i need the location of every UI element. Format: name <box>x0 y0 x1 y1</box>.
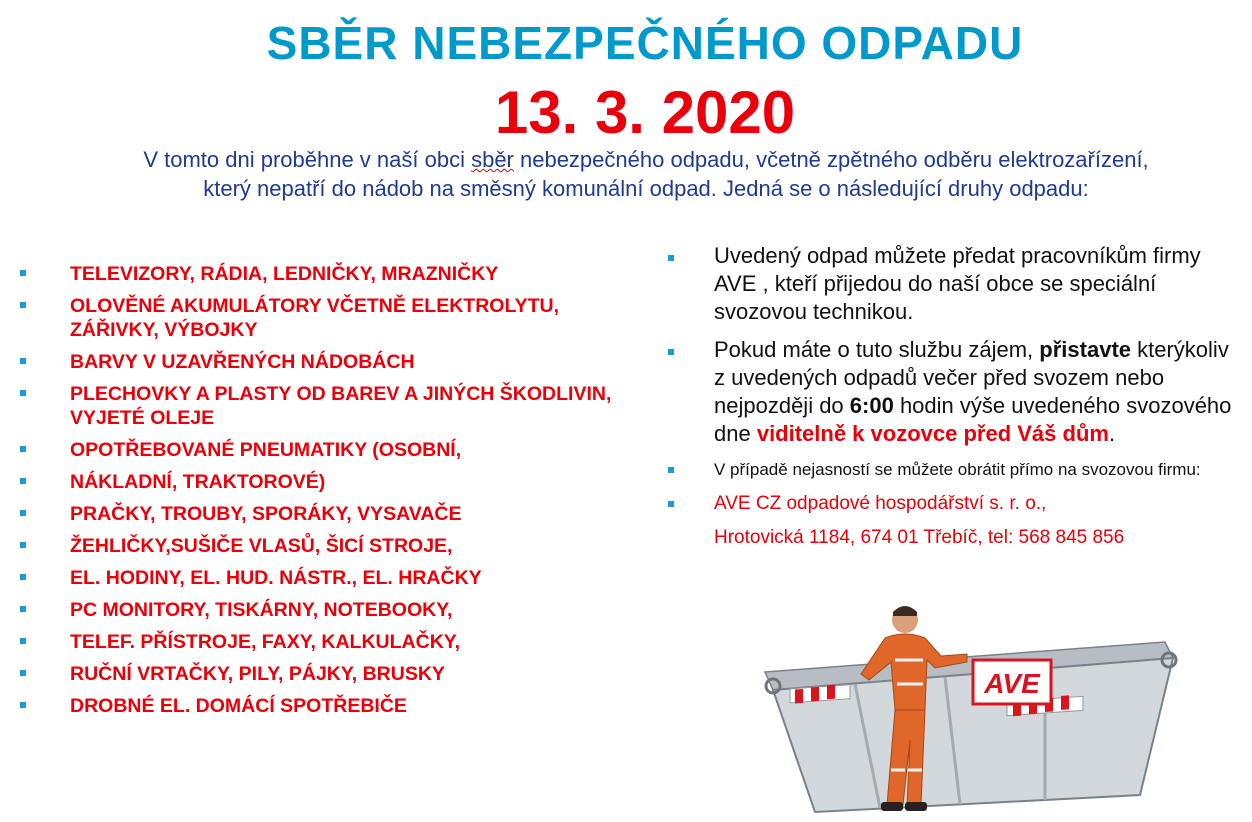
list-item: TELEVIZORY, RÁDIA, LEDNIČKY, MRAZNIČKY <box>20 262 640 286</box>
list-item: PC MONITORY, TISKÁRNY, NOTEBOOKY, <box>20 598 640 622</box>
list-item: TELEF. PŘÍSTROJE, FAXY, KALKULAČKY, <box>20 630 640 654</box>
square-bullet-icon <box>668 467 674 473</box>
square-bullet-icon <box>20 670 26 676</box>
square-bullet-icon <box>20 390 26 396</box>
list-item: OPOTŘEBOVANÉ PNEUMATIKY (OSOBNÍ, <box>20 438 640 462</box>
intro-line1-b: nebezpečného odpadu, včetně zpětného odběru elektrozařízení, <box>513 147 1149 172</box>
ave-logo <box>973 660 1051 704</box>
intro-sber-word: sběr <box>471 147 514 172</box>
list-item: PLECHOVKY A PLASTY OD BAREV A JINÝCH ŠKODLIVIN, VYJETÉ OLEJE <box>20 382 640 430</box>
intro-text <box>40 145 1252 203</box>
intro-line2: který nepatří do nádob na směsný komunální odpad. Jedná se o následující druhy odpadu: <box>203 176 1089 201</box>
list-item: OLOVĚNÉ AKUMULÁTORY VČETNĚ ELEKTROLYTU, ZÁŘIVKY, VÝBOJKY <box>20 294 640 342</box>
square-bullet-icon <box>20 702 26 708</box>
list-item: EL. HODINY, EL. HUD. NÁSTR., EL. HRAČKY <box>20 566 640 590</box>
square-bullet-icon <box>20 478 26 484</box>
square-bullet-icon <box>20 638 26 644</box>
instruction-handover: Uvedený odpad můžete předat pracovníkům firmy AVE , kteří přijedou do naší obce se speciální svozovou technikou. <box>668 242 1238 326</box>
collection-date: 13. 3. 2020 <box>494 79 796 146</box>
square-bullet-icon <box>20 446 26 452</box>
square-bullet-icon <box>20 270 26 276</box>
square-bullet-icon <box>668 255 674 261</box>
list-item: ŽEHLIČKY,SUŠIČE VLASŮ, ŠICÍ STROJE, <box>20 534 640 558</box>
square-bullet-icon <box>668 349 674 355</box>
company-address: Hrotovická 1184, 674 01 Třebíč, tel: 568 845 856 <box>714 527 1125 548</box>
page-title: SBĚR NEBEZPEČNÉHO ODPADU <box>266 17 1024 69</box>
intro-line1-a: V tomto dni proběhne v naší obci <box>143 147 472 172</box>
square-bullet-icon <box>20 574 26 580</box>
instruction-placement: Pokud máte o tuto službu zájem, přistavte kterýkoliv z uvedených odpadů večer před svozem nebo nejpozději do 6:00 hodin výše uvedeného svozového dne viditelně k vozovce před Váš dům. <box>668 336 1238 448</box>
waste-list <box>20 262 640 726</box>
instruction-contact: V případě nejasností se můžete obrátit přímo na svozovou firmu: <box>668 458 1238 482</box>
square-bullet-icon <box>20 510 26 516</box>
list-item: BARVY V UZAVŘENÝCH NÁDOBÁCH <box>20 350 640 374</box>
instructions-panel <box>668 242 1238 550</box>
square-bullet-icon <box>20 302 26 308</box>
waste-container-illustration <box>745 600 1185 822</box>
svg-text:AVE: AVE <box>984 668 1040 699</box>
company-name: AVE CZ odpadové hospodářství s. r. o., <box>668 492 1238 516</box>
list-item: DROBNÉ EL. DOMÁCÍ SPOTŘEBIČE <box>20 694 640 718</box>
square-bullet-icon <box>20 542 26 548</box>
list-item: RUČNÍ VRTAČKY, PILY, PÁJKY, BRUSKY <box>20 662 640 686</box>
square-bullet-icon <box>20 358 26 364</box>
square-bullet-icon <box>668 501 674 507</box>
list-item: NÁKLADNÍ, TRAKTOROVÉ) <box>20 470 640 494</box>
list-item: PRAČKY, TROUBY, SPORÁKY, VYSAVAČE <box>20 502 640 526</box>
square-bullet-icon <box>20 606 26 612</box>
